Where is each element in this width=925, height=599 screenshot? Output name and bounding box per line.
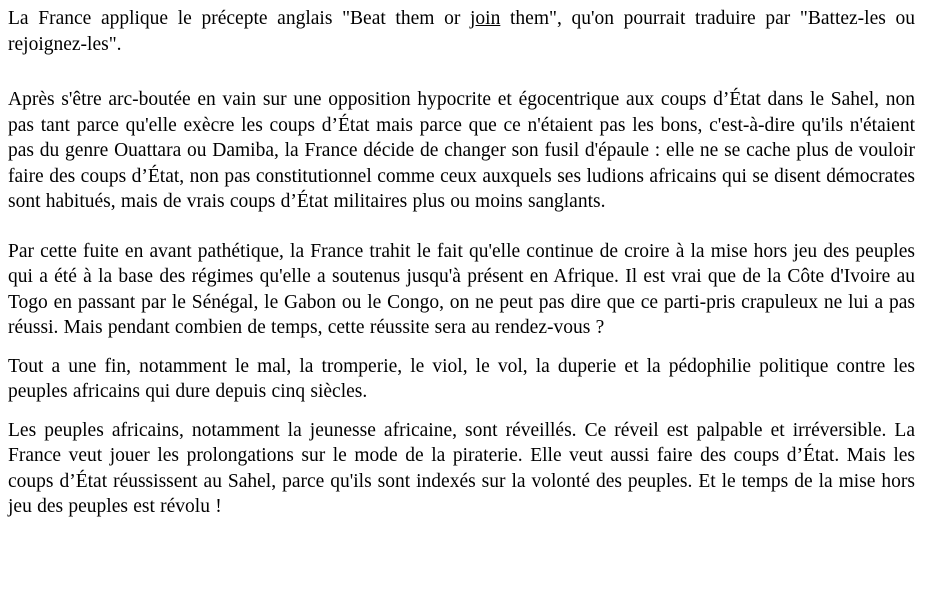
paragraph-spacer-2 — [8, 215, 915, 239]
paragraph-1 — [8, 6, 915, 57]
paragraph-3: Par cette fuite en avant pathétique, la France trahit le fait qu'elle continue de croire à la mise hors jeu des peuples qui a été à la base des régimes qu'elle a soutenus jusqu'à présent en Afrique. Il est vrai que de la Côte d'Ivoire au Togo en passant par le Sénégal, le Gabon ou le Congo, on ne peut pas dire que ce parti-pris crapuleux ne lui a pas réussi. Mais pendant combien de temps, cette réussite sera au rendez-vous ? — [8, 240, 915, 338]
paragraph-5: Les peuples africains, notamment la jeunesse africaine, sont réveillés. Ce réveil est palpable et irréversible. La France veut jouer les prolongations sur le mode de la piraterie. Elle veut aussi faire des coups d’État. Mais les coups d’État réussissent au Sahel, parce qu'ils sont indexés sur la volonté des peuples. Et le temps de la mise hors jeu des peuples est révolu ! — [8, 419, 915, 517]
paragraph-1-text-part-b: them", qu'on pourrait traduire par "Battez-les ou rejoignez-les". — [8, 8, 915, 55]
paragraph-spacer-1 — [8, 57, 915, 87]
paragraph-2: Après s'être arc-boutée en vain sur une opposition hypocrite et égocentrique aux coups d’État dans le Sahel, non pas tant parce qu'elle exècre les coups d’État mais parce que ce n'étaient pas les bons, c'est-à-dire qu'ils n'étaient pas du genre Ouattara ou Damiba, la France décide de changer son fusil d'épaule : elle ne se cache plus de vouloir faire des coups d’État, non pas constitutionnel comme ceux auxquels ses ludions africains qui se disent démocrates sont habitués, mais de vrais coups d’État militaires plus ou moins sanglants. — [8, 89, 915, 212]
paragraph-4: Tout a une fin, notamment le mal, la tromperie, le viol, le vol, la duperie et la pédophilie politique contre les peuples africains qui dure depuis cinq siècles. — [8, 355, 915, 402]
paragraph-spacer-4 — [8, 405, 915, 418]
underlined-word-join: join — [470, 8, 501, 29]
paragraph-1-text-part-a: La France applique le précepte anglais "Beat them or — [8, 8, 470, 29]
paragraph-spacer-3 — [8, 341, 915, 354]
